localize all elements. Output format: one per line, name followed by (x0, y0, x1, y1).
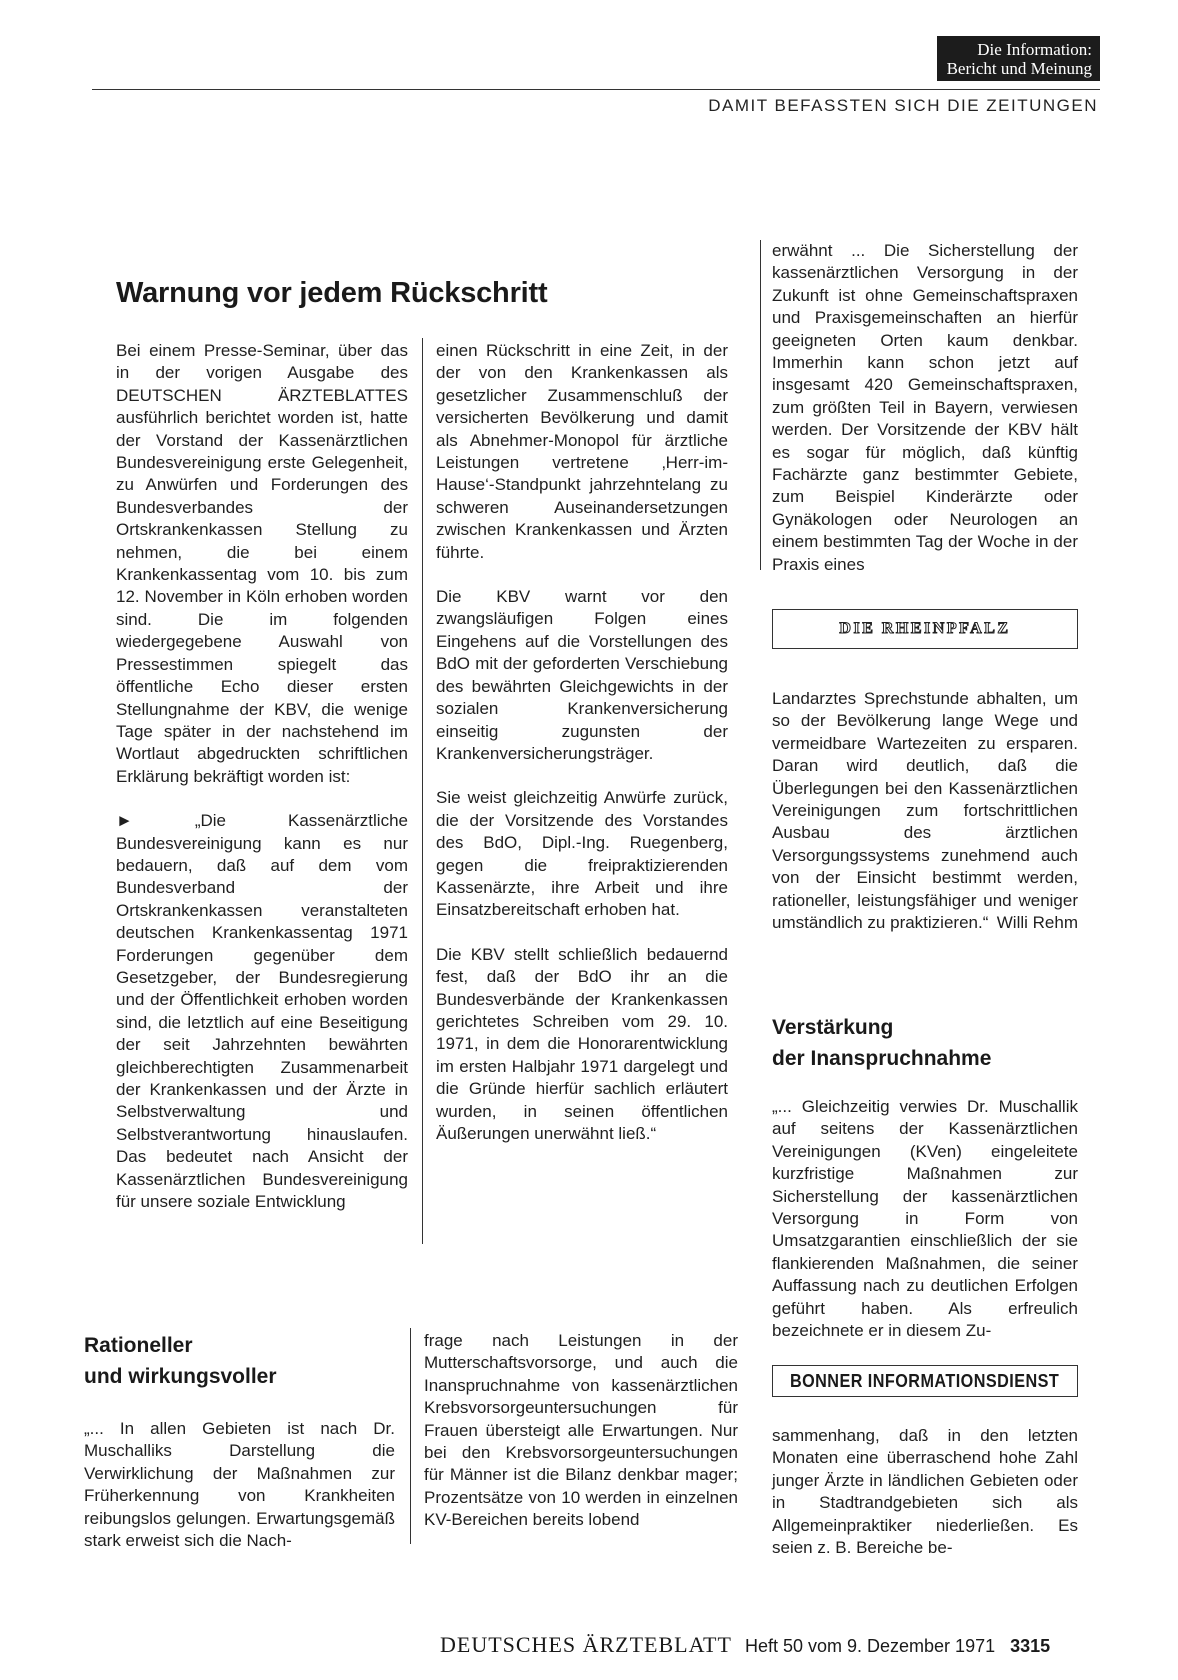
author-name: Willi Rehm (996, 913, 1078, 933)
section-label-line1: Die Information: (977, 40, 1092, 59)
sidebar-text-top: erwähnt ... Die Sicherstellung der kassenärztlichen Versorgung in der Zukunft ist ohne Gemeinschaftspraxen und Praxisgemeinschaften an hierfür geeigneten Orten kaum denkbar. Immerhin kann schon jetzt auf insgesamt 420 Gemeinschaftspraxen, zum größten Teil in Bayern, verwiesen werden. Der Vorsitzende der KBV hält es sogar für möglich, daß künftig Fachärzte ganz bestimmter Gebiete, zum Beispiel Kinderärzte oder Gynäkologen oder Neurologen an einem bestimmten Tag der Woche in der Praxis eines (772, 241, 1078, 574)
section-label-line2: Bericht und Meinung (946, 59, 1092, 78)
article-paragraph: Sie weist gleichzeitig Anwürfe zurück, die der Vorsitzende des Vorstandes des BdO, Dipl.-Ing. Ruegenberg, gegen die freipraktizierenden Kassenärzte, ihre Arbeit und ihre Einsatzbereitschaft erhoben hat. (436, 788, 728, 920)
section-label (937, 36, 1100, 81)
sidebar-quote: Landarztes Sprechstunde abhalten, um so der Bevölkerung lange Wege und vermeidbare Wartezeiten zu ersparen. Daran wird deutlich, daß die Überlegungen bei den Kassenärztlichen Vereinigungen zum fortschrittlichen Ausbau des ärztlichen Versorgungssystems zunehmend auch von der Einsicht bestimmt werden, rationeller, leistungsfähiger und weniger umständlich zu praktizieren.“ (772, 689, 1078, 933)
newspaper-label-rheinpfalz (772, 609, 1078, 649)
article-paragraph: Die KBV warnt vor den zwangsläufigen Folgen eines Eingehens auf die Vorstellungen des BdO mit der geforderten Verschiebung des bewährten Gleichgewichts in der sozialen Krankenversicherung einseitig zugunsten der Krankenversicherungsträger. (436, 587, 728, 763)
article-column-1 (116, 340, 408, 1213)
subheading-line: der Inanspruchnahme (772, 1047, 992, 1070)
subheading-line: Verstärkung (772, 1016, 894, 1039)
bottom-column-1: „... In allen Gebieten ist nach Dr. Muschalliks Darstellung die Verwirklichung der Maßnahmen zur Früherkennung von Krankheiten reibungslos gelungen. Erwartungsgemäß stark erweist sich die Nach- (84, 1419, 395, 1551)
sidebar-text-bottom: „... Gleichzeitig verwies Dr. Muschallik auf seitens der Kassenärztlichen Vereinigungen (KVen) eingeleitete kurzfristige Maßnahmen zur Sicherstellung der kassenärztlichen Versorgung in Form von Umsatzgarantien einschließlich der sie flankierenden Maßnahmen, die seiner Auffassung nach zu deutlichen Erfolgen geführt haben. Als erfreulich bezeichnete er in diesem Zu- (772, 1097, 1078, 1341)
column-divider (422, 338, 423, 1244)
column-divider (410, 1328, 411, 1544)
bottom-subheading (84, 1330, 277, 1392)
sidebar-subheading (772, 1012, 991, 1074)
article-column-2 (436, 340, 728, 1145)
subheading-line: Rationeller (84, 1334, 193, 1357)
article-paragraph: Die KBV stellt schließlich bedauernd fest, daß der BdO ihr an die Bundesverbände der Krankenkassen gerichtetes Schreiben vom 29. 10. 1971, in dem die Honorarentwicklung im ersten Halbjahr 1971 dargelegt und die Gründe hierfür sachlich erläutert wurden, in seinen öffentlichen Äußerungen unerwähnt ließ.“ (436, 944, 728, 1143)
article-paragraph: Bei einem Presse-Seminar, über das in der vorigen Ausgabe des DEUTSCHEN ÄRZTEBLATTES ausführlich berichtet worden ist, hatte der Vorstand der Kassenärztlichen Bundesvereinigung erste Gelegenheit, zu Anwürfen und Forderungen des Bundesverbandes der Ortskrankenkassen Stellung zu nehmen, die bei einem Krankenkassentag vom 10. bis zum 12. November in Köln erhoben worden sind. Die im folgenden wiedergegebene Auswahl von Pressestimmen spiegelt das öffentliche Echo dieser ersten Stellungnahme der KBV, die wenige Tage später in der nachstehend im Wortlaut abgedruckten schriftlichen Erklärung bekräftigt worden ist: (116, 341, 408, 786)
column-divider (760, 240, 761, 570)
page-number: 3315 (1010, 1636, 1051, 1656)
header-rule (92, 89, 1100, 90)
page-footer (440, 1632, 1050, 1658)
article-paragraph: einen Rückschritt in eine Zeit, in der der von den Krankenkassen als gesetzlicher Zusammenschluß der versicherten Bevölkerung und damit als Abnehmer-Monopol für ärztliche Leistungen vertretene ‚Herr-im-Hause‘-Standpunkt jahrzehntelang zu schweren Auseinandersetzungen zwischen Krankenkassen und Ärzten führte. (436, 341, 728, 562)
subheading-line: und wirkungsvoller (84, 1365, 277, 1388)
article-title: Warnung vor jedem Rückschritt (116, 277, 548, 309)
newspaper-label-bonner (772, 1365, 1078, 1397)
article-paragraph: ► „Die Kassenärztliche Bundesvereinigung kann es nur bedauern, daß auf dem vom Bundesverband der Ortskrankenkassen veranstalteten deutschen Krankenkassentag 1971 Forderungen gegenüber dem Gesetzgeber, der Bundesregierung und der Öffentlichkeit erhoben worden sind, die letztlich auf eine Beseitigung der seit Jahrzehnten bewährten gleichberechtigten Zusammenarbeit der Krankenkassen und der Ärzte in Selbstverwaltung und Selbstverantwortung hinauslaufen. Das bedeutet nach Ansicht der Kassenärztlichen Bundesvereinigung für unsere soziale Entwicklung (116, 811, 408, 1212)
issue-info: Heft 50 vom 9. Dezember 1971 (744, 1636, 996, 1656)
section-kicker: DAMIT BEFASSTEN SICH DIE ZEITUNGEN (708, 96, 1098, 115)
sidebar-text-mid (772, 688, 1078, 934)
newspaper-name: BONNER INFORMATIONSDIENST (790, 1371, 1060, 1391)
bottom-column-2: frage nach Leistungen in der Mutterschaftsvorsorge, und auch die Inanspruchnahme von kassenärztlichen Krebsvorsorgeuntersuchungen für Frauen übersteigt alle Erwartungen. Nur bei den Krebsvorsorgeuntersuchungen für Männer ist die Bilanz denkbar mager; Prozentsätze von 10 werden in einzelnen KV-Bereichen bereits lobend (424, 1331, 738, 1530)
journal-masthead: DEUTSCHES ÄRZTEBLATT (440, 1632, 732, 1657)
sidebar-text-end: sammenhang, daß in den letzten Monaten eine überraschend hohe Zahl junger Ärzte in ländlichen Gebieten oder in Stadtrandgebieten sich als Allgemeinpraktiker niederließen. Es seien z. B. Bereiche be- (772, 1426, 1078, 1558)
newspaper-name: DIE RHEINPFALZ (839, 620, 1011, 637)
